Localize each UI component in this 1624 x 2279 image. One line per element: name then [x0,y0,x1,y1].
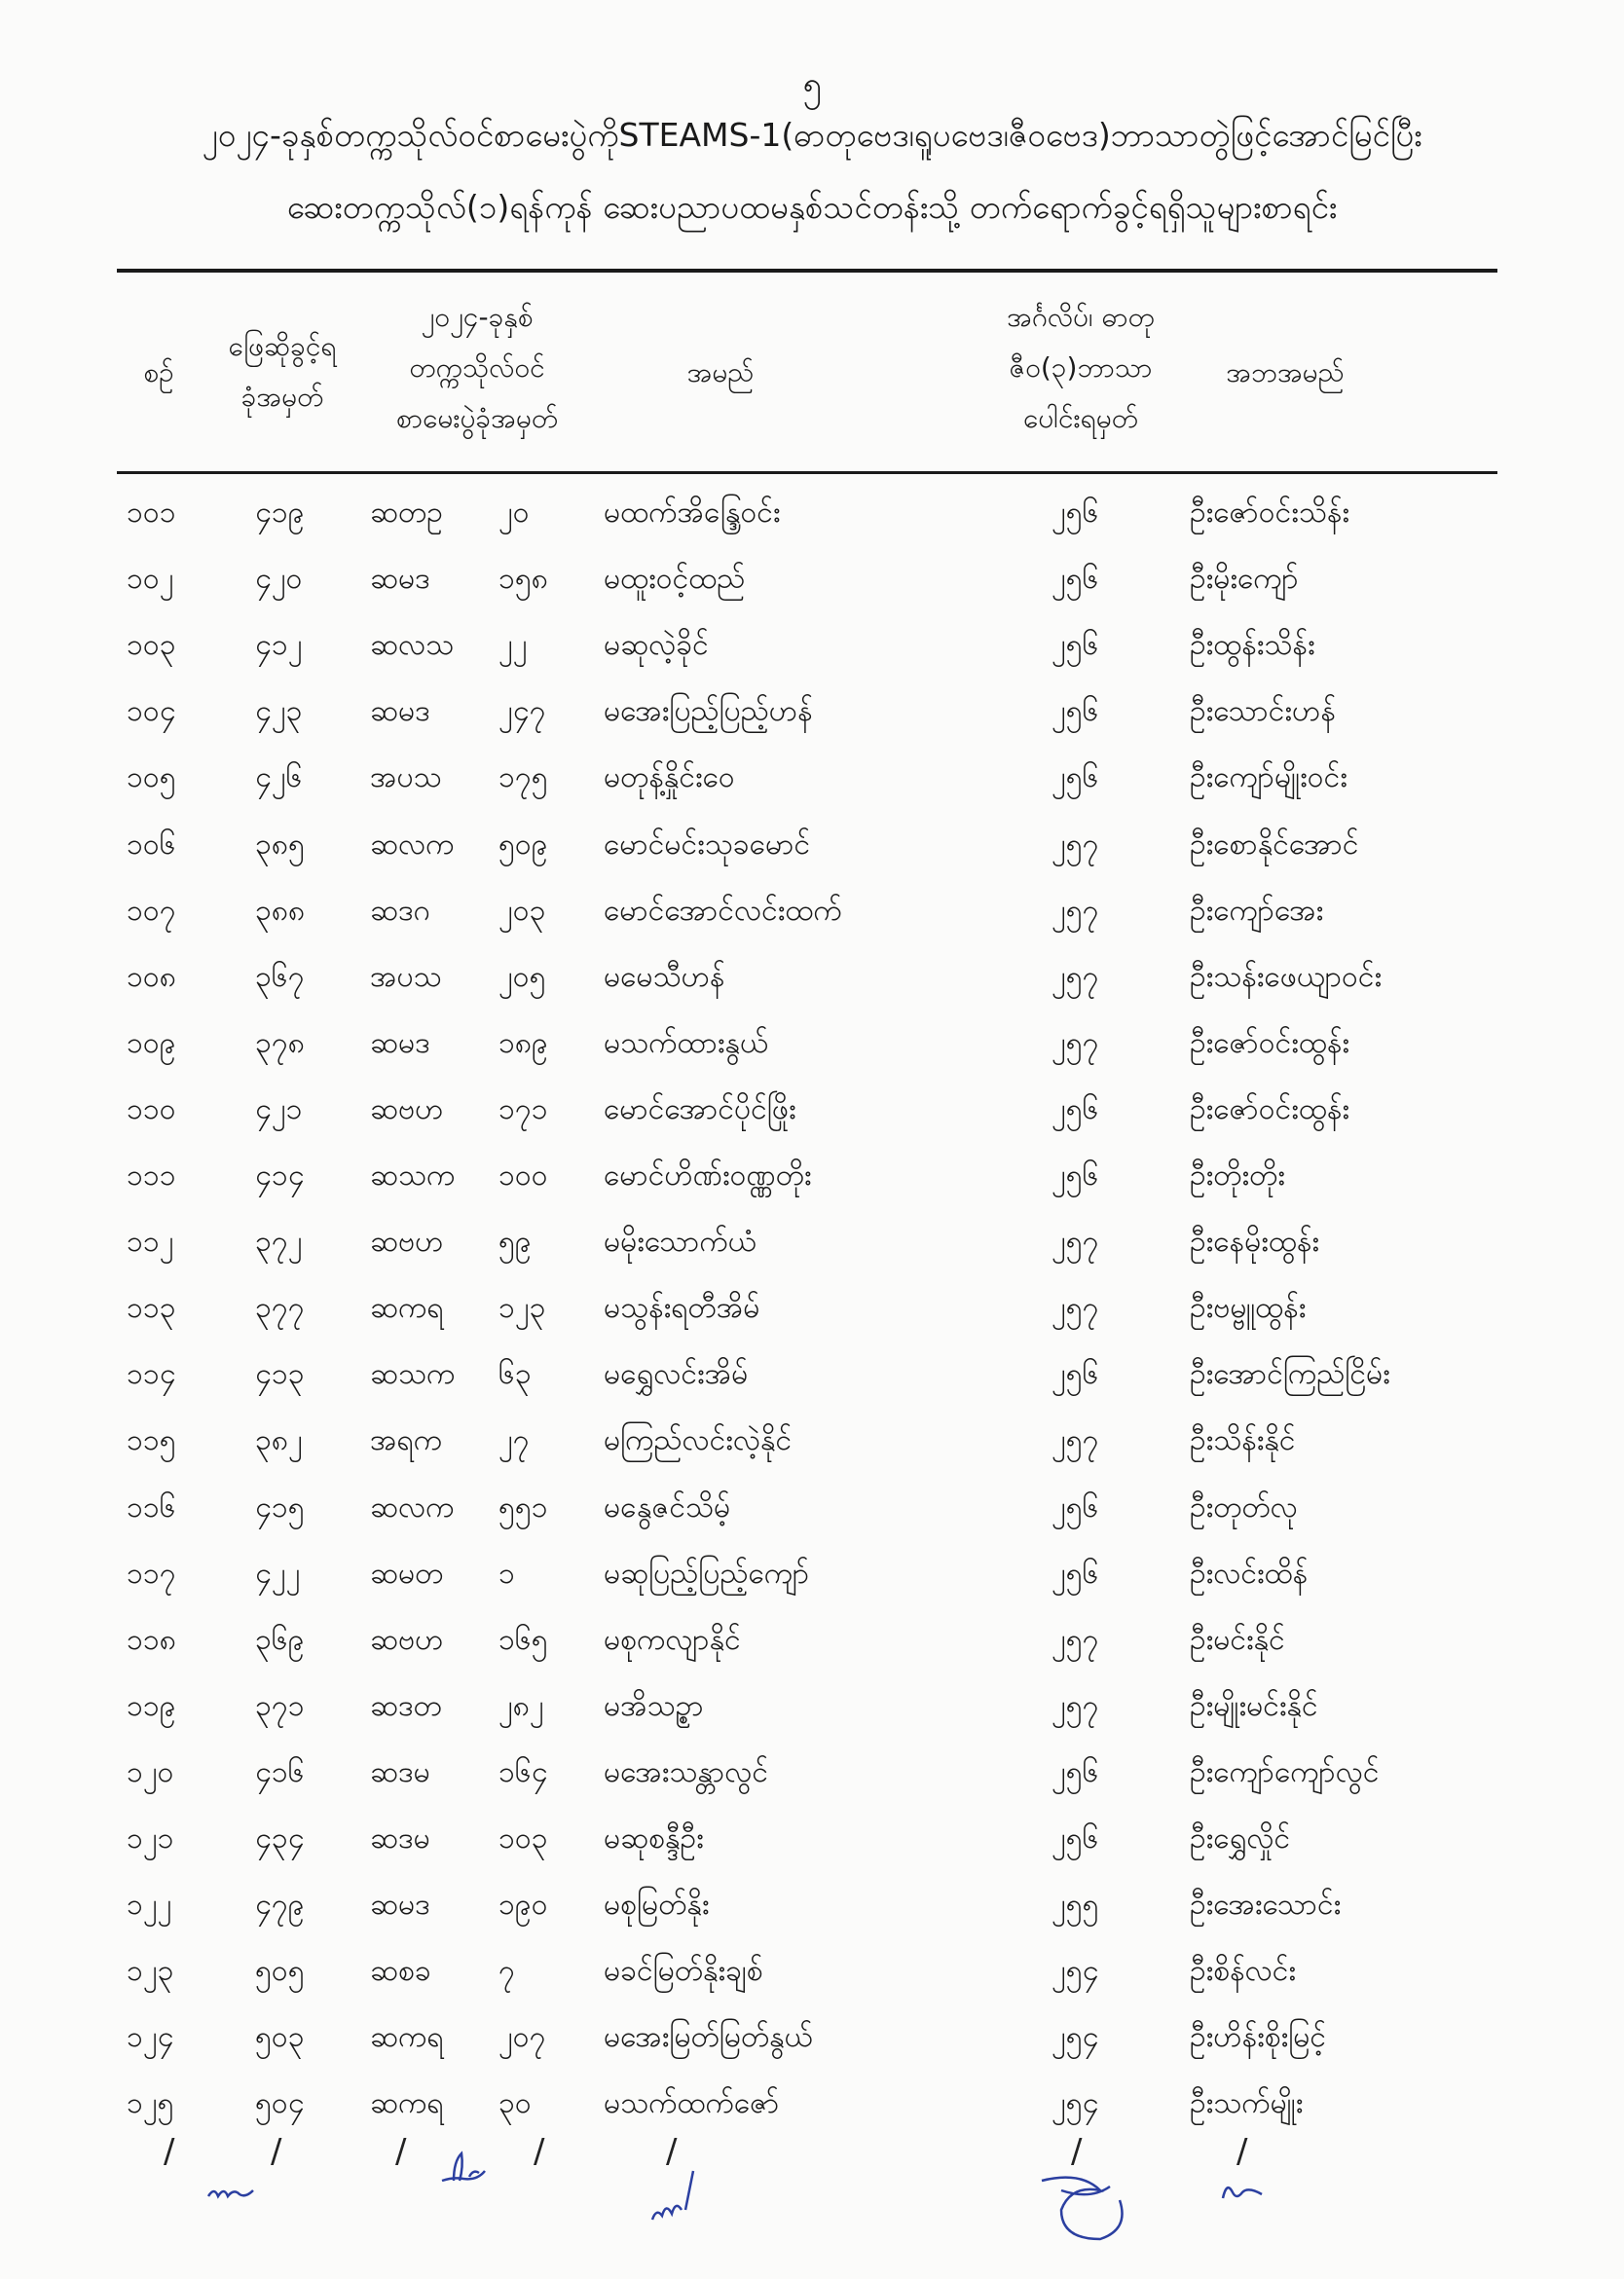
header-exam-line3: စာမေးပွဲခုံအမှတ် [395,402,559,434]
table-row [0,1480,1624,1536]
total-score: ၂၅၆ [1052,1821,1099,1856]
total-score: ၂၅၆ [1052,694,1099,729]
exam-code: ဆမဒ [370,1888,430,1923]
seat-number: ၃၇၈ [255,1025,305,1060]
seat-number: ၄၂၃ [255,694,303,729]
student-name: မောင်ဟိဏ်းဝဏ္ဏတိုး [604,1158,812,1193]
seat-number: ၃၈၅ [255,827,305,862]
father-name: ဦးသိန်းနိုင် [1190,1423,1296,1458]
table-row [0,1015,1624,1072]
student-name: မအေးမြတ်မြတ်နွယ် [604,2020,813,2055]
seat-number: ၄၂၀ [255,562,303,597]
slash-mark: / [534,2132,545,2171]
seat-number: ၄၁၂ [255,628,303,663]
row-number: ၁၂၀ [127,1754,174,1789]
father-name: ဦးထွန်းသိန်း [1190,628,1315,663]
exam-number: ၂၇ [498,1423,530,1458]
student-name: မောင်မင်းသုခမောင် [604,827,811,862]
exam-number: ၅၀၉ [498,827,548,862]
seat-number: ၃၇၂ [255,1225,303,1260]
row-number: ၁၀၇ [127,893,176,928]
signature-area [0,2132,1624,2249]
row-number: ၁၂၁ [127,1821,174,1856]
total-score: ၂၅၆ [1052,1091,1099,1126]
father-name: ဦးဟိန်းစိုးမြင့် [1190,2020,1327,2055]
header-score [954,292,1207,444]
table-top-rule [117,269,1497,273]
table-row [0,1678,1624,1735]
header-exam [360,292,594,444]
row-number: ၁၀၂ [127,562,174,597]
father-name: ဦးသန်းဖေယျာဝင်း [1190,959,1383,994]
seat-number: ၅၀၄ [255,2086,305,2121]
header-bottom-rule [117,471,1497,474]
row-number: ၁၁၈ [127,1622,176,1657]
title-line-2: ဆေးတက္ကသိုလ်(၁)ရန်ကုန် ဆေးပညာပထမနှစ်သင်တန်းသို့ တက်ရောက်ခွင့်ရရှိသူများစာရင်း [286,188,1338,226]
total-score: ၂၅၄ [1052,2086,1099,2121]
total-score: ၂၅၆ [1052,1556,1099,1591]
seat-number: ၄၁၅ [255,1489,305,1525]
seat-number: ၄၁၄ [255,1158,305,1193]
total-score: ၂၅၆ [1052,562,1099,597]
seat-number: ၃၇၁ [255,1688,305,1723]
slash-mark: / [1236,2132,1248,2171]
student-name: မထက်အိန္ဒြေဝင်း [604,496,781,530]
total-score: ၂၅၇ [1052,1025,1099,1060]
student-name: မမိုးသောက်ယံ [604,1225,757,1260]
total-score: ၂၅၅ [1052,1888,1099,1923]
header-score-line3: ပေါင်းရမှတ် [1023,402,1138,434]
initials-signature [1032,2161,1129,2249]
exam-number: ၂၂ [498,628,528,663]
total-score: ၂၅၇ [1052,1225,1099,1260]
header-seat-line1: ဖြေဆိုခွင့်ရ [228,330,337,362]
exam-number: ၂၀၇ [498,2020,546,2055]
initials-signature [434,2142,493,2200]
table-row [0,1943,1624,2000]
row-number: ၁၁၅ [127,1423,176,1458]
father-name: ဦးကျော်အေး [1190,893,1324,928]
father-name: ဦးအေးသောင်း [1190,1888,1342,1923]
header-exam-line2: တက္ကသိုလ်ဝင် [409,351,545,384]
father-name: ဦးစိန်လင်း [1190,1954,1297,1989]
exam-code: အပသ [370,959,442,994]
exam-code: ဆလသ [370,628,455,663]
table-row [0,1148,1624,1204]
father-name: ဦးမျိုးမင်းနိုင် [1190,1688,1318,1723]
initials-signature [643,2161,701,2239]
table-row [0,683,1624,740]
total-score: ၂၅၇ [1052,959,1099,994]
table-row [0,1214,1624,1270]
header-exam-line1: ၂၀၂၄-ခုနှစ် [421,301,534,333]
student-name: မခင်မြတ်နိုးချစ် [604,1954,763,1989]
row-number: ၁၀၉ [127,1025,176,1060]
seat-number: ၃၈၂ [255,1423,303,1458]
exam-code: ဆမဒ [370,694,430,729]
exam-number: ၁ [498,1556,515,1591]
row-number: ၁၁၀ [127,1091,176,1126]
student-name: မမေသီဟန် [604,959,725,994]
table-row [0,750,1624,806]
seat-number: ၄၁၉ [255,496,305,530]
table-row [0,1811,1624,1867]
table-row [0,617,1624,674]
seat-number: ၃၇၇ [255,1291,305,1326]
total-score: ၂၅၇ [1052,893,1099,928]
row-number: ၁၁၁ [127,1158,176,1193]
student-name: မနွေဇင်သိမ့် [604,1489,731,1525]
exam-code: အရက [370,1423,443,1458]
table-row [0,2009,1624,2066]
table-row [0,1877,1624,1933]
initials-signature [204,2171,263,2210]
exam-number: ၁၇၅ [498,760,548,795]
seat-number: ၃၈၈ [255,893,306,928]
exam-code: ဆစခ [370,1954,431,1989]
row-number: ၁၁၂ [127,1225,174,1260]
student-name: မထူးဝင့်ထည် [604,562,746,597]
table-row [0,1745,1624,1801]
slash-mark: / [164,2132,175,2171]
exam-code: ဆဗဟ [370,1091,444,1126]
table-row [0,1082,1624,1138]
student-name: မသက်ထက်ဇော် [604,2086,780,2121]
total-score: ၂၅၆ [1052,1158,1099,1193]
exam-code: ဆကရ [370,1291,444,1326]
seat-number: ၄၃၄ [255,1821,305,1856]
slash-mark: / [271,2132,282,2171]
father-name: ဦးတိုးတိုး [1190,1158,1285,1193]
student-name: မတုန့်နှိုင်းဝေ [604,760,735,795]
table-row [0,485,1624,541]
table-row [0,1546,1624,1602]
seat-number: ၄၂၁ [255,1091,303,1126]
row-number: ၁၁၆ [127,1489,176,1525]
exam-code: ဆမတ [370,1556,444,1591]
slash-mark: / [666,2132,678,2171]
student-name: မောင်အောင်ပိုင်ဖြိုး [604,1091,796,1126]
row-number: ၁၀၈ [127,959,176,994]
student-name: မရွှေလင်းအိမ် [604,1357,749,1392]
seat-number: ၅၀၃ [255,2020,305,2055]
student-name: မကြည်လင်းလဲ့နိုင် [604,1423,793,1458]
slash-mark: / [395,2132,407,2171]
student-name: မသွန်းရတီအိမ် [604,1291,760,1326]
total-score: ၂၅၇ [1052,1423,1099,1458]
row-number: ၁၁၉ [127,1688,176,1723]
seat-number: ၃၆၇ [255,959,305,994]
father-name: ဦးဇော်ဝင်းထွန်း [1190,1091,1349,1126]
father-name: ဦးလင်းထိန် [1190,1556,1309,1591]
father-name: ဦးနေမိုးထွန်း [1190,1225,1319,1260]
exam-number: ၂၄၇ [498,694,546,729]
student-name: မအေးပြည့်ပြည့်ဟန် [604,694,813,729]
header-father: အဘအမည် [1226,356,1345,388]
exam-code: ဆမဒ [370,1025,430,1060]
total-score: ၂၅၆ [1052,1357,1099,1392]
seat-number: ၅၀၅ [255,1954,305,1989]
exam-code: ဆဗဟ [370,1622,444,1657]
exam-number: ၃၀ [498,2086,532,2121]
row-number: ၁၂၅ [127,2086,174,2121]
exam-number: ၁၇၁ [498,1091,548,1126]
table-row [0,1612,1624,1669]
father-name: ဦးတုတ်လု [1190,1489,1298,1525]
exam-number: ၇ [498,1954,515,1989]
father-name: ဦးမိုးကျော် [1190,562,1299,597]
slash-mark: / [1071,2132,1083,2171]
table-row [0,551,1624,607]
father-name: ဦးဇော်ဝင်းသိန်း [1190,496,1349,530]
father-name: ဦးသက်မျိုး [1190,2086,1304,2121]
exam-code: ဆလက [370,1489,455,1525]
exam-number: ၂၀ [498,496,530,530]
header-seat-line2: ခုံအမှတ် [240,381,324,413]
exam-code: ဆသက [370,1158,456,1193]
exam-number: ၂၈၂ [498,1688,544,1723]
total-score: ၂၅၄ [1052,1954,1099,1989]
row-number: ၁၀၁ [127,496,176,530]
exam-number: ၁၂၃ [498,1291,546,1326]
exam-number: ၁၀၀ [498,1158,548,1193]
father-name: ဦးဗမ္ဗူထွန်း [1190,1291,1307,1326]
page-number: ၅ [802,65,822,104]
father-name: ဦးကျော်ကျော်လွင် [1190,1754,1380,1789]
exam-code: ဆသက [370,1357,456,1392]
total-score: ၂၅၇ [1052,1622,1099,1657]
exam-code: အပသ [370,760,442,795]
student-name: မသက်ထားနွယ် [604,1025,769,1060]
student-name: မစုကလျာနိုင် [604,1622,741,1657]
father-name: ဦးမင်းနိုင် [1190,1622,1285,1657]
table-row [0,1280,1624,1337]
total-score: ၂၅၇ [1052,1688,1099,1723]
exam-code: ဆဒမ [370,1754,430,1789]
title-line-1: ၂၀၂၄-ခုနှစ်တက္ကသိုလ်ဝင်စာမေးပွဲကိုSTEAMS-1(ဓာတုဗေဒ၊ရူပဗေဒ၊ဇီဝဗေဒ)ဘာသာတွဲဖြင့်အောင်မြင်ပြီး [202,116,1422,154]
table-row [0,1413,1624,1469]
row-number: ၁၂၂ [127,1888,172,1923]
row-number: ၁၂၄ [127,2020,174,2055]
father-name: ဦးသောင်းဟန် [1190,694,1336,729]
exam-code: ဆမဒ [370,562,430,597]
exam-number: ၁၉၀ [498,1888,548,1923]
row-number: ၁၂၃ [127,1954,174,1989]
total-score: ၂၅၆ [1052,628,1099,663]
exam-number: ၅၉ [498,1225,532,1260]
exam-code: ဆတဥ [370,496,443,530]
exam-code: ဆဒဂ [370,893,430,928]
exam-number: ၆၃ [498,1357,532,1392]
exam-code: ဆလက [370,827,455,862]
seat-number: ၄၁၆ [255,1754,305,1789]
father-name: ဦးကျော်မျိုးဝင်း [1190,760,1347,795]
exam-code: ဆကရ [370,2020,444,2055]
seat-number: ၃၆၉ [255,1622,305,1657]
exam-code: ဆကရ [370,2086,444,2121]
header-name: အမည် [686,356,755,388]
student-name: မစုမြတ်နိုး [604,1888,710,1923]
student-name: မဆုလဲ့ခိုင် [604,628,709,663]
father-name: ဦးဇော်ဝင်းထွန်း [1190,1025,1349,1060]
row-number: ၁၀၄ [127,694,176,729]
table-row [0,949,1624,1006]
header-score-line1: အင်္ဂလိပ်၊ ဓာတု [1007,301,1155,333]
row-number: ၁၀၅ [127,760,176,795]
student-name: မအေးသန္တာလွင် [604,1754,769,1789]
total-score: ၂၅၆ [1052,496,1099,530]
table-row [0,2076,1624,2132]
seat-number: ၄၇၉ [255,1888,305,1923]
total-score: ၂၅၇ [1052,1291,1099,1326]
father-name: ဦးရွှေလှိုင် [1190,1821,1291,1856]
student-name: မအိသဥ္စာ [604,1688,704,1723]
header-no: စဉ် [143,356,174,388]
seat-number: ၄၁၃ [255,1357,305,1392]
row-number: ၁၁၃ [127,1291,176,1326]
father-name: ဦးအောင်ကြည်ငြိမ်း [1190,1357,1390,1392]
exam-number: ၁၆၅ [498,1622,548,1657]
total-score: ၂၅၄ [1052,2020,1099,2055]
total-score: ၂၅၆ [1052,760,1099,795]
row-number: ၁၀၃ [127,628,176,663]
student-name: မောင်အောင်လင်းထက် [604,893,842,928]
seat-number: ၄၂၂ [255,1556,301,1591]
initials-signature [1217,2171,1275,2210]
header-seat [204,321,360,423]
total-score: ၂၅၆ [1052,1489,1099,1525]
row-number: ၁၁၄ [127,1357,176,1392]
exam-number: ၁၀၃ [498,1821,548,1856]
row-number: ၁၀၆ [127,827,176,862]
exam-code: ဆဒမ [370,1821,430,1856]
header-score-line2: ဇီဝ(၃)ဘာသာ [1009,351,1153,384]
exam-number: ၂၀၃ [498,893,546,928]
exam-code: ဆဗဟ [370,1225,444,1260]
seat-number: ၄၂၆ [255,760,303,795]
exam-number: ၁၆၄ [498,1754,548,1789]
total-score: ၂၅၆ [1052,1754,1099,1789]
table-row [0,883,1624,939]
student-name: မဆုပြည့်ပြည့်ကျော် [604,1556,810,1591]
total-score: ၂၅၇ [1052,827,1099,862]
student-name: မဆုစန္ဒီဦး [604,1821,704,1856]
table-row [0,817,1624,873]
exam-number: ၁၅၈ [498,562,548,597]
row-number: ၁၁၇ [127,1556,176,1591]
exam-code: ဆဒတ [370,1688,442,1723]
exam-number: ၅၅၁ [498,1489,548,1525]
exam-number: ၂၀၅ [498,959,546,994]
exam-number: ၁၈၉ [498,1025,548,1060]
table-row [0,1346,1624,1403]
father-name: ဦးစောနိုင်အောင် [1190,827,1359,862]
